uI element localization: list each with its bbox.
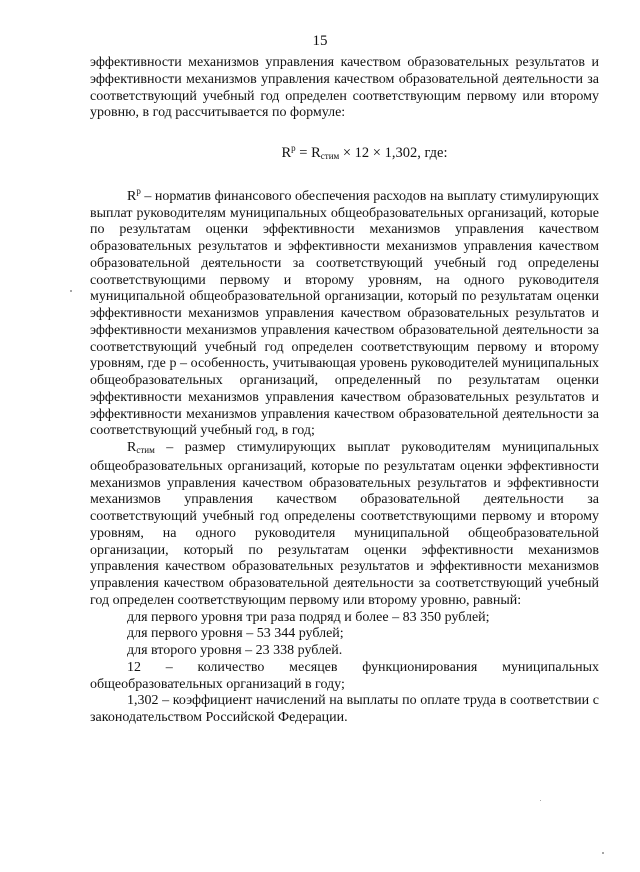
- definition-months: 12 – количество месяцев функционирования муниципальных общеобразовательных организаций в году;: [90, 659, 599, 692]
- level-item-first: для первого уровня – 53 344 рублей;: [127, 626, 344, 642]
- definition-rp-text: – норматив финансового обеспечения расходов на выплату стимулирующих выплат руководителям муниципальных общеобразовательных организаций, которые по результатам оценки эффективности механизмов управления качеством образовательных результатов и эффективности механизмов управления качеством образовательной деятельности за соответствующий учебный год определены соответствующими первому и второму уровням, на одного руководителя муниципальной общеобразовательной организации, который по результатам оценки эффективности механизмов управления качеством образовательных результатов и эффективности механизмов управления качеством образовательной деятельности за соответствующий учебный год определен соответствующим первому и второму уровням, где р – особенность, учитывающая уровень руководителей муниципальных общеобразовательных организаций, определенный по результатам оценки эффективности механизмов управления качеством образовательных результатов и эффективности механизмов управления качеством образовательной деятельности за соответствующий учебный год, в год;: [90, 188, 599, 439]
- definition-rp: [90, 183, 599, 440]
- definition-rstim-symbol: R: [127, 440, 137, 455]
- definition-rp-symbol: R: [127, 188, 137, 204]
- definition-coefficient: 1,302 – коэффициент начислений на выплаты по оплате труда в соответствии с законодательством Российской Федерации.: [90, 693, 599, 725]
- scan-speck: [602, 852, 604, 854]
- page-number: 15: [312, 33, 328, 49]
- formula-lhs-superscript: p: [291, 143, 296, 153]
- document-body: [90, 55, 599, 727]
- definition-rstim-subscript: стим: [136, 445, 155, 455]
- definition-rstim-text: – размер стимулирующих выплат руководителям муниципальных общеобразовательных организаций, которые по результатам оценки эффективности механизмов управления качеством образовательных результатов и эффективности механизмов управления качеством образовательной деятельности за соответствующий учебный год определены соответствующими первому и второму уровням, на одного руководителя муниципальной общеобразовательной организации, который по результатам оценки эффективности механизмов управления качеством образовательных результатов и эффективности механизмов управления качеством образовательной деятельности за соответствующий учебный год определен соответствующим первому или второму уровню, равный:: [90, 440, 599, 608]
- level-item-first-three-times: для первого уровня три раза подряд и более – 83 350 рублей;: [127, 609, 490, 625]
- scan-speck: [540, 800, 541, 801]
- definition-rstim: [90, 440, 599, 610]
- level-item-second: для второго уровня – 23 338 рублей.: [127, 643, 343, 658]
- definition-rp-superscript: p: [136, 185, 141, 196]
- formula-lhs: R: [281, 145, 292, 161]
- formula-rest: × 12 × 1,302, где:: [339, 145, 448, 161]
- formula-r-subscript: стим: [320, 151, 340, 161]
- formula-equals: = R: [295, 145, 321, 161]
- scan-speck: [70, 290, 72, 292]
- formula: [90, 140, 599, 165]
- intro-paragraph: эффективности механизмов управления качеством образовательных результатов и эффективности механизмов управления качеством образовательной деятельности за соответствующий учебный год определен соответствующим первому или второму уровню, в год рассчитывается по формуле:: [90, 55, 599, 121]
